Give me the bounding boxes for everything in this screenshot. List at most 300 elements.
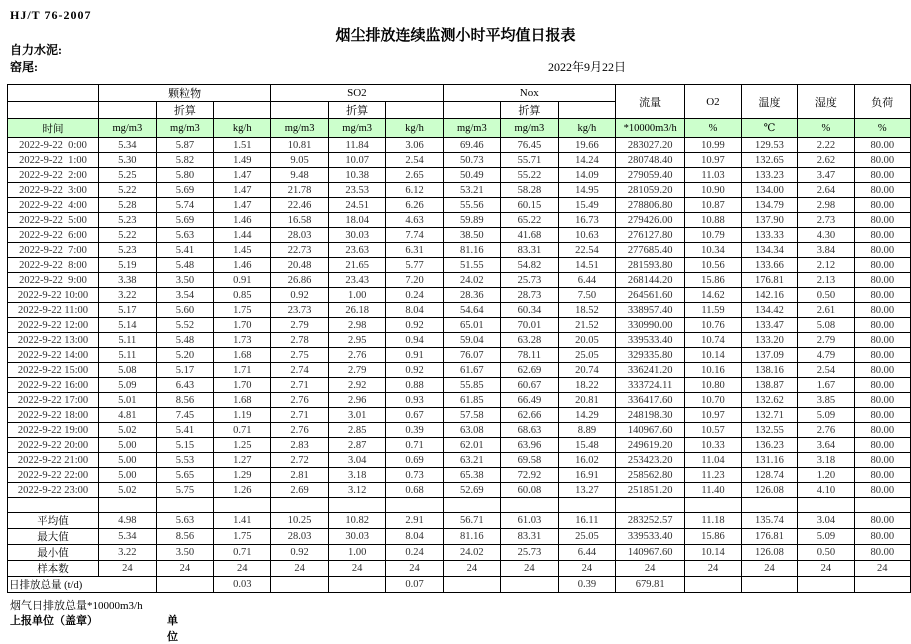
data-value: 50.73 [443,153,501,168]
data-value: 76.45 [501,138,559,153]
data-value: 80.00 [854,378,910,393]
data-value: 23.53 [328,183,386,198]
data-value: 133.33 [741,228,798,243]
data-value: 10.56 [685,258,741,273]
data-value: 134.42 [741,303,798,318]
data-value: 2.76 [328,348,386,363]
unit-header: kg/h [558,119,615,138]
summary-value: 0.92 [271,545,329,561]
data-value: 55.85 [443,378,501,393]
data-value: 249619.20 [616,438,685,453]
data-value: 22.54 [558,243,615,258]
data-value: 5.17 [99,303,157,318]
row-time: 2022-9-22 12:00 [8,318,99,333]
group-header-flow: 流量 [616,85,685,119]
data-value: 0.50 [798,288,854,303]
data-value: 58.28 [501,183,559,198]
data-value: 277685.40 [616,243,685,258]
data-value: 0.85 [214,288,271,303]
data-value: 176.81 [741,273,798,288]
data-value: 1.45 [214,243,271,258]
data-value: 330990.00 [616,318,685,333]
data-value: 11.40 [685,483,741,498]
data-value: 80.00 [854,228,910,243]
data-value: 63.08 [443,423,501,438]
data-value: 4.79 [798,348,854,363]
data-value: 16.73 [558,213,615,228]
data-value: 3.18 [328,468,386,483]
data-value: 132.55 [741,423,798,438]
reporting-unit-label: 上报单位（盖章） [10,615,98,627]
data-value: 10.63 [558,228,615,243]
data-value: 63.28 [501,333,559,348]
unit-header: % [798,119,854,138]
data-value: 16.02 [558,453,615,468]
data-value: 70.01 [501,318,559,333]
data-value: 80.00 [854,468,910,483]
data-value: 5.60 [156,303,214,318]
summary-value: 24 [99,561,157,577]
data-value: 51.55 [443,258,501,273]
time-column-header: 时间 [8,119,99,138]
spacer-cell [854,498,910,513]
data-value: 5.14 [99,318,157,333]
data-value: 69.46 [443,138,501,153]
data-value: 80.00 [854,198,910,213]
summary-value: 10.14 [685,545,741,561]
data-value: 5.09 [798,408,854,423]
table-cell [271,102,329,119]
data-value: 2.71 [271,408,329,423]
row-time: 2022-9-22 23:00 [8,483,99,498]
data-value: 5.11 [99,348,157,363]
data-value: 5.80 [156,168,214,183]
data-value: 60.34 [501,303,559,318]
data-value: 136.23 [741,438,798,453]
data-value: 80.00 [854,303,910,318]
data-value: 23.63 [328,243,386,258]
data-value: 336241.20 [616,363,685,378]
summary-value: 24.02 [443,545,501,561]
table-cell [386,102,443,119]
data-value: 26.18 [328,303,386,318]
data-value: 4.30 [798,228,854,243]
data-value: 80.00 [854,348,910,363]
data-value: 5.65 [156,468,214,483]
data-value: 10.16 [685,363,741,378]
data-value: 14.51 [558,258,615,273]
data-value: 1.67 [798,378,854,393]
spacer-cell [386,498,443,513]
data-value: 131.16 [741,453,798,468]
data-value: 5.25 [99,168,157,183]
data-value: 10.97 [685,153,741,168]
data-value: 14.09 [558,168,615,183]
data-value: 2.13 [798,273,854,288]
summary-value: 339533.40 [616,529,685,545]
data-value: 63.21 [443,453,501,468]
data-value: 3.06 [386,138,443,153]
data-value: 0.91 [214,273,271,288]
summary-value: 2.91 [386,513,443,529]
summary-value: 11.18 [685,513,741,529]
row-time: 2022-9-22 13:00 [8,333,99,348]
data-value: 2.22 [798,138,854,153]
unit-label: 单位 [167,615,178,643]
data-value: 11.23 [685,468,741,483]
site-label: 窑尾: [10,60,38,74]
unit-header: mg/m3 [156,119,214,138]
data-value: 5.23 [99,243,157,258]
data-value: 137.90 [741,213,798,228]
spacer-cell [328,498,386,513]
data-value: 20.74 [558,363,615,378]
data-value: 0.73 [386,468,443,483]
data-value: 10.38 [328,168,386,183]
data-value: 28.03 [271,228,329,243]
group-header-so2: SO2 [271,85,443,102]
data-value: 4.10 [798,483,854,498]
data-value: 13.27 [558,483,615,498]
daily-total-value [271,577,329,593]
data-value: 3.54 [156,288,214,303]
summary-value: 28.03 [271,529,329,545]
summary-value: 1.41 [214,513,271,529]
summary-value: 0.71 [214,545,271,561]
data-value: 60.67 [501,378,559,393]
data-value: 5.30 [99,153,157,168]
data-value: 5.34 [99,138,157,153]
data-value: 21.65 [328,258,386,273]
data-value: 72.92 [501,468,559,483]
data-value: 137.09 [741,348,798,363]
row-time: 2022-9-22 19:00 [8,423,99,438]
data-value: 1.71 [214,363,271,378]
data-value: 248198.30 [616,408,685,423]
data-value: 0.67 [386,408,443,423]
data-value: 11.04 [685,453,741,468]
summary-value: 81.16 [443,529,501,545]
data-value: 5.82 [156,153,214,168]
data-value: 15.48 [558,438,615,453]
data-value: 55.56 [443,198,501,213]
data-value: 5.75 [156,483,214,498]
data-value: 10.97 [685,408,741,423]
unit-header: mg/m3 [271,119,329,138]
data-value: 5.87 [156,138,214,153]
converted-header: 折算 [501,102,559,119]
data-value: 0.88 [386,378,443,393]
data-value: 3.38 [99,273,157,288]
data-value: 5.11 [99,333,157,348]
data-value: 338957.40 [616,303,685,318]
daily-total-value [685,577,741,593]
data-value: 126.08 [741,483,798,498]
summary-row-label: 样本数 [8,561,99,577]
summary-value: 24 [328,561,386,577]
data-value: 25.73 [501,273,559,288]
unit-header: mg/m3 [443,119,501,138]
data-value: 80.00 [854,168,910,183]
data-value: 1.27 [214,453,271,468]
summary-value: 61.03 [501,513,559,529]
data-value: 65.22 [501,213,559,228]
data-value: 1.68 [214,393,271,408]
data-value: 2.54 [798,363,854,378]
data-value: 5.69 [156,183,214,198]
row-time: 2022-9-22 9:00 [8,273,99,288]
spacer-cell [214,498,271,513]
data-value: 5.20 [156,348,214,363]
spacer-cell [616,498,685,513]
data-value: 62.69 [501,363,559,378]
summary-row-label: 平均值 [8,513,99,529]
data-value: 10.34 [685,243,741,258]
data-value: 0.92 [271,288,329,303]
row-time: 2022-9-22 20:00 [8,438,99,453]
data-value: 0.93 [386,393,443,408]
table-cell [99,102,157,119]
data-value: 19.66 [558,138,615,153]
data-value: 15.86 [685,273,741,288]
data-value: 5.00 [99,438,157,453]
data-value: 7.50 [558,288,615,303]
data-value: 10.79 [685,228,741,243]
data-value: 5.77 [386,258,443,273]
row-time: 2022-9-22 5:00 [8,213,99,228]
data-value: 10.74 [685,333,741,348]
data-value: 8.04 [386,303,443,318]
data-value: 10.80 [685,378,741,393]
row-time: 2022-9-22 10:00 [8,288,99,303]
standard-code: HJ/T 76-2007 [10,8,92,22]
data-value: 5.02 [99,483,157,498]
summary-value: 176.81 [741,529,798,545]
data-value: 1.51 [214,138,271,153]
spacer-cell [558,498,615,513]
data-value: 0.94 [386,333,443,348]
data-value: 253423.20 [616,453,685,468]
data-value: 0.68 [386,483,443,498]
data-value: 5.23 [99,213,157,228]
spacer-cell [741,498,798,513]
data-value: 0.24 [386,288,443,303]
unit-header: % [854,119,910,138]
row-time: 2022-9-22 14:00 [8,348,99,363]
data-value: 2.83 [271,438,329,453]
data-value: 134.00 [741,183,798,198]
spacer-cell [99,498,157,513]
summary-value: 80.00 [854,529,910,545]
data-value: 2.65 [386,168,443,183]
data-value: 78.11 [501,348,559,363]
data-value: 276127.80 [616,228,685,243]
daily-total-value [798,577,854,593]
data-value: 129.53 [741,138,798,153]
header-time-blank [8,85,99,102]
summary-value: 24 [685,561,741,577]
data-value: 5.15 [156,438,214,453]
data-value: 63.96 [501,438,559,453]
summary-value: 24 [214,561,271,577]
row-time: 2022-9-22 0:00 [8,138,99,153]
data-value: 133.66 [741,258,798,273]
footer-signature-row [10,612,178,643]
data-value: 4.81 [99,408,157,423]
data-value: 2.12 [798,258,854,273]
data-value: 3.47 [798,168,854,183]
data-value: 80.00 [854,213,910,228]
data-value: 1.70 [214,378,271,393]
summary-value: 24 [386,561,443,577]
data-value: 80.00 [854,153,910,168]
data-value: 59.04 [443,333,501,348]
data-value: 134.79 [741,198,798,213]
data-value: 3.84 [798,243,854,258]
summary-value: 8.56 [156,529,214,545]
data-value: 24.51 [328,198,386,213]
summary-value: 3.50 [156,545,214,561]
data-value: 2.64 [798,183,854,198]
data-value: 2.76 [271,393,329,408]
spacer-cell [271,498,329,513]
data-value: 1.26 [214,483,271,498]
row-time: 2022-9-22 8:00 [8,258,99,273]
data-value: 0.71 [214,423,271,438]
data-value: 80.00 [854,483,910,498]
unit-header: mg/m3 [328,119,386,138]
summary-value: 5.09 [798,529,854,545]
data-value: 2.61 [798,303,854,318]
data-value: 132.71 [741,408,798,423]
data-value: 2.71 [271,378,329,393]
group-header-load: 负荷 [854,85,910,119]
daily-total-value [328,577,386,593]
summary-value: 56.71 [443,513,501,529]
data-value: 3.64 [798,438,854,453]
spacer-cell [501,498,559,513]
summary-value: 24 [271,561,329,577]
data-value: 5.08 [798,318,854,333]
summary-value: 15.86 [685,529,741,545]
data-value: 25.05 [558,348,615,363]
data-value: 38.50 [443,228,501,243]
unit-header: mg/m3 [501,119,559,138]
summary-value: 8.04 [386,529,443,545]
data-value: 80.00 [854,138,910,153]
summary-value: 24 [854,561,910,577]
data-value: 5.00 [99,468,157,483]
data-value: 6.12 [386,183,443,198]
summary-value: 6.44 [558,545,615,561]
summary-value: 4.98 [99,513,157,529]
data-value: 52.69 [443,483,501,498]
data-value: 1.68 [214,348,271,363]
data-value: 80.00 [854,288,910,303]
daily-total-value: 0.39 [558,577,615,593]
row-time: 2022-9-22 3:00 [8,183,99,198]
data-value: 1.25 [214,438,271,453]
data-value: 18.04 [328,213,386,228]
summary-value: 1.00 [328,545,386,561]
table-cell [558,102,615,119]
data-value: 2.78 [271,333,329,348]
data-value: 14.62 [685,288,741,303]
row-time: 2022-9-22 6:00 [8,228,99,243]
spacer-cell [685,498,741,513]
data-value: 22.46 [271,198,329,213]
data-value: 81.16 [443,243,501,258]
data-value: 1.70 [214,318,271,333]
data-value: 3.04 [328,453,386,468]
data-value: 1.73 [214,333,271,348]
summary-value: 24 [558,561,615,577]
data-value: 10.87 [685,198,741,213]
data-value: 54.82 [501,258,559,273]
data-value: 9.05 [271,153,329,168]
data-value: 80.00 [854,183,910,198]
data-value: 80.00 [854,438,910,453]
summary-value: 3.04 [798,513,854,529]
summary-value: 126.08 [741,545,798,561]
data-value: 1.47 [214,183,271,198]
data-value: 10.76 [685,318,741,333]
data-value: 142.16 [741,288,798,303]
unit-header: kg/h [386,119,443,138]
daily-total-value: 0.03 [214,577,271,593]
data-value: 336417.60 [616,393,685,408]
data-value: 80.00 [854,273,910,288]
data-value: 80.00 [854,453,910,468]
data-value: 26.86 [271,273,329,288]
data-value: 22.73 [271,243,329,258]
data-value: 55.71 [501,153,559,168]
data-value: 5.52 [156,318,214,333]
summary-value: 80.00 [854,513,910,529]
data-value: 268144.20 [616,273,685,288]
daily-total-value [741,577,798,593]
data-value: 133.47 [741,318,798,333]
page-title: 烟尘排放连续监测小时平均值日报表 [335,28,576,44]
spacer-cell [798,498,854,513]
data-value: 10.88 [685,213,741,228]
row-time: 2022-9-22 18:00 [8,408,99,423]
header-time-blank [8,102,99,119]
summary-value: 30.03 [328,529,386,545]
data-value: 59.89 [443,213,501,228]
summary-value: 24 [741,561,798,577]
row-time: 2022-9-22 11:00 [8,303,99,318]
data-value: 280748.40 [616,153,685,168]
data-value: 30.03 [328,228,386,243]
data-value: 18.52 [558,303,615,318]
data-value: 5.08 [99,363,157,378]
data-value: 80.00 [854,258,910,273]
data-value: 14.29 [558,408,615,423]
data-value: 23.73 [271,303,329,318]
data-value: 2.98 [798,198,854,213]
data-value: 0.91 [386,348,443,363]
data-value: 76.07 [443,348,501,363]
data-value: 10.57 [685,423,741,438]
data-value: 0.92 [386,318,443,333]
data-value: 1.46 [214,213,271,228]
data-value: 138.16 [741,363,798,378]
data-value: 4.63 [386,213,443,228]
data-value: 5.19 [99,258,157,273]
data-value: 10.07 [328,153,386,168]
data-value: 20.48 [271,258,329,273]
